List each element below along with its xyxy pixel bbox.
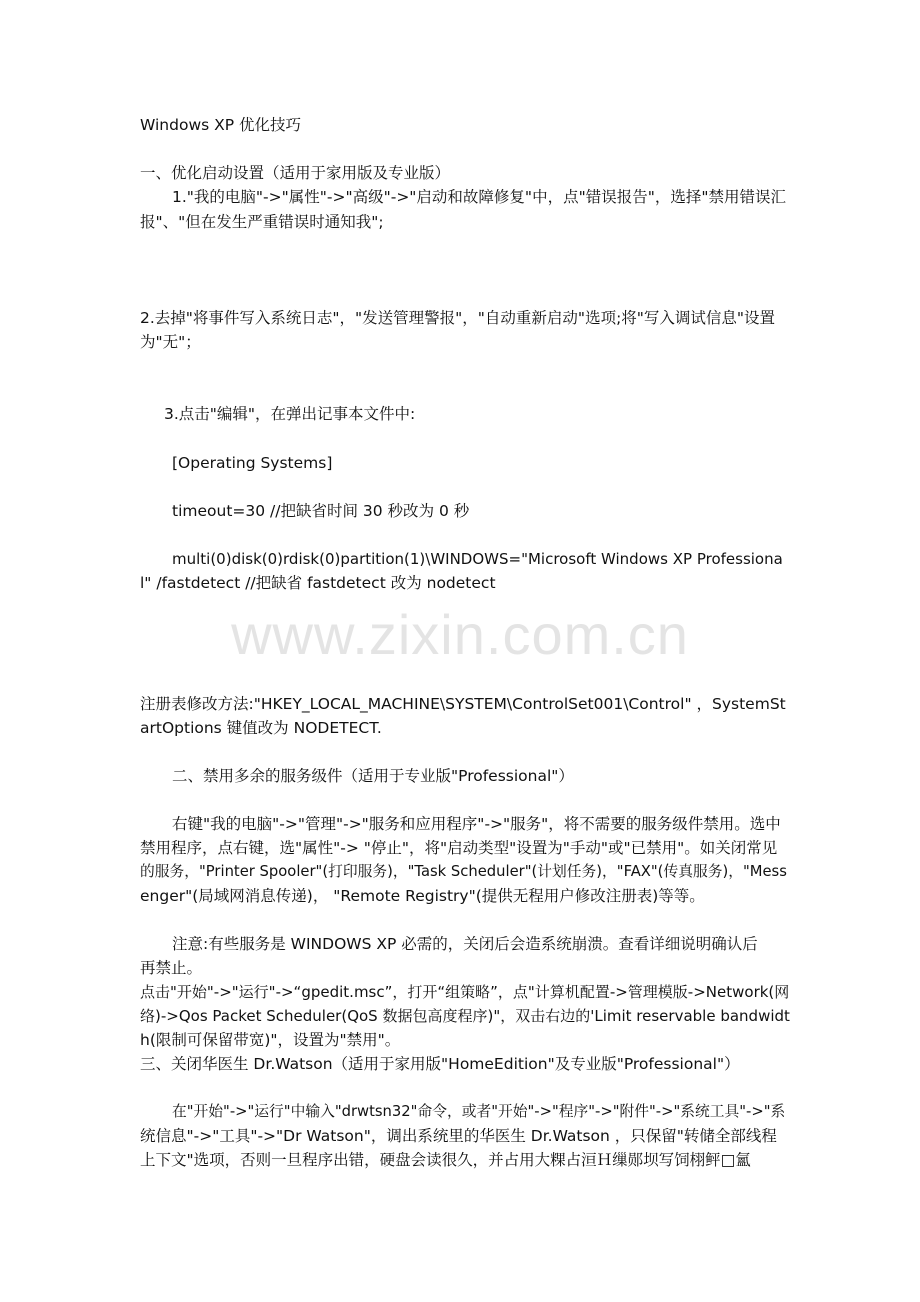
section-heading-1: 一、优化启动设置（适用于家用版及专业版）: [140, 164, 451, 182]
section-heading-3: 三、关闭华医生 Dr.Watson（适用于家用版"HomeEdition"及专业版"Professional"）: [140, 1055, 740, 1073]
code-line: multi(0)disk(0)rdisk(0)partition(1)\WINDOWS="Microsoft Windows XP Professiona: [172, 550, 783, 568]
paragraph-line: 再禁止。: [140, 959, 203, 977]
paragraph-line: 禁用程序，点右键，选"属性"-> "停止"，将"启动类型"设置为"手动"或"已禁用"。如关闭常见: [140, 839, 778, 857]
paragraph-line: 3.点击"编辑"，在弹出记事本文件中:: [164, 405, 416, 423]
code-line: [Operating Systems]: [172, 454, 333, 472]
paragraph-line: 注册表修改方法:"HKEY_LOCAL_MACHINE\SYSTEM\ControlSet001\Control" ，SystemSt: [140, 695, 786, 713]
watermark-text: www.zixin.com.cn: [231, 603, 689, 666]
code-line: l" /fastdetect //把缺省 fastdetect 改为 nodetect: [140, 574, 496, 592]
paragraph-line: h(限制可保留带宽)"，设置为"禁用"。: [140, 1031, 401, 1049]
paragraph-line: 统信息"->"工具"->"Dr Watson"，调出系统里的华医生 Dr.Watson ，只保留"转储全部线程: [140, 1127, 777, 1145]
paragraph-line: 右键"我的电脑"->"管理"->"服务和应用程序"->"服务"，将不需要的服务级件禁用。选中: [172, 815, 781, 833]
paragraph-line: artOptions 键值改为 NODETECT.: [140, 719, 382, 737]
paragraph-line: enger"(局域网消息传递)， "Remote Registry"(提供无程用户修改注册表)等等。: [140, 887, 705, 905]
document-title: Windows XP 优化技巧: [140, 116, 302, 134]
paragraph-line: 注意:有些服务是 WINDOWS XP 必需的，关闭后会造系统崩溃。查看详细说明确认后: [172, 935, 758, 953]
paragraph-line: 1."我的电脑"->"属性"->"高级"->"启动和故障修复"中，点"错误报告"，选择"禁用错误汇: [172, 188, 786, 206]
paragraph-line: 在"开始"->"运行"中输入"drwtsn32"命令，或者"开始"->"程序"->"附件"->"系统工具"->"系: [172, 1103, 786, 1120]
paragraph-line: 点击"开始"->"运行"->“gpedit.msc”，打开“组策略”，点"计算机配置->管理模版->Network(网: [140, 983, 790, 1001]
paragraph-line: 上下文"选项，否则一旦程序出错，硬盘会读很久，并占用大粿占洹Ｈ缫郧坝写饲栩鲆□氳: [140, 1151, 751, 1169]
paragraph-line: 2.去掉"将事件写入系统日志"，"发送管理警报"，"自动重新启动"选项;将"写入调试信息"设置: [140, 309, 776, 327]
paragraph-line: 络)->Qos Packet Scheduler(QoS 数据包高度程序)"，双击右边的'Limit reservable bandwidt: [140, 1007, 790, 1025]
code-line: timeout=30 //把缺省时间 30 秒改为 0 秒: [172, 502, 470, 520]
paragraph-line: 的服务，"Printer Spooler"(打印服务)，"Task Scheduler"(计划任务)，"FAX"(传真服务)，"Mess: [140, 863, 787, 880]
paragraph-line: 为"无"；: [140, 333, 201, 351]
paragraph-line: 报"、"但在发生严重错误时通知我";: [140, 213, 384, 231]
section-heading-2: 二、禁用多余的服务级件（适用于专业版"Professional"）: [172, 767, 574, 785]
